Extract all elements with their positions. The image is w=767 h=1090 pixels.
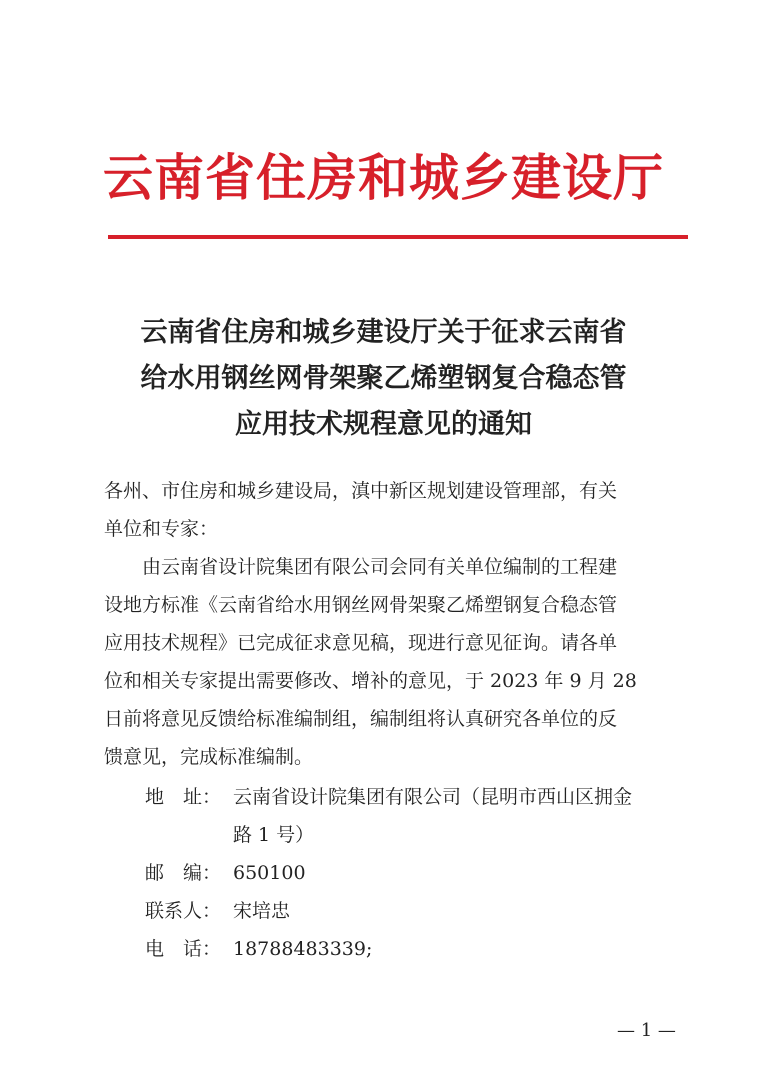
address-label: 地 址：: [145, 786, 222, 808]
agency-masthead: 云南省住房和城乡建设厅: [103, 148, 664, 207]
title-line: 应用技术规程意见的通知: [235, 409, 532, 440]
body-line: 位和相关专家提出需要修改、增补的意见，于 2023 年 9 月 28: [104, 670, 637, 692]
phone-value: 18788483339;: [233, 938, 373, 960]
contact-info: [145, 778, 632, 968]
address-row: [145, 778, 632, 816]
postcode-label: 邮 编：: [145, 862, 222, 884]
title-line: 给水用钢丝网骨架聚乙烯塑钢复合稳态管: [140, 363, 627, 394]
postcode-value: 650100: [233, 862, 306, 884]
body-line: 单位和专家：: [104, 518, 219, 540]
contact-person-label: 联系人：: [145, 900, 222, 922]
postcode-row: [145, 854, 632, 892]
title-line: 云南省住房和城乡建设厅关于征求云南省: [140, 317, 627, 348]
contact-person-row: [145, 892, 632, 930]
body-line: 日前将意见反馈给标准编制组，编制组将认真研究各单位的反: [104, 708, 618, 730]
phone-label: 电 话：: [145, 938, 222, 960]
body-line: 各州、市住房和城乡建设局，滇中新区规划建设管理部，有关: [104, 480, 618, 502]
contact-person-value: 宋培忠: [233, 900, 291, 922]
body-line: 馈意见，完成标准编制。: [104, 746, 314, 768]
page-number: — 1 —: [617, 1020, 676, 1041]
phone-row: [145, 930, 632, 968]
body-line: 由云南省设计院集团有限公司会同有关单位编制的工程建: [142, 556, 618, 578]
body-line: 应用技术规程》已完成征求意见稿，现进行意见征询。请各单: [104, 632, 618, 654]
address-value-continued: 路 1 号）: [233, 824, 315, 846]
address-row-continued: [145, 816, 632, 854]
body-line: 设地方标准《云南省给水用钢丝网骨架聚乙烯塑钢复合稳态管: [104, 594, 618, 616]
document-body: [104, 472, 688, 776]
document-title: [0, 310, 767, 448]
red-divider-line: [108, 235, 688, 239]
address-value: 云南省设计院集团有限公司（昆明市西山区拥金: [233, 786, 633, 808]
